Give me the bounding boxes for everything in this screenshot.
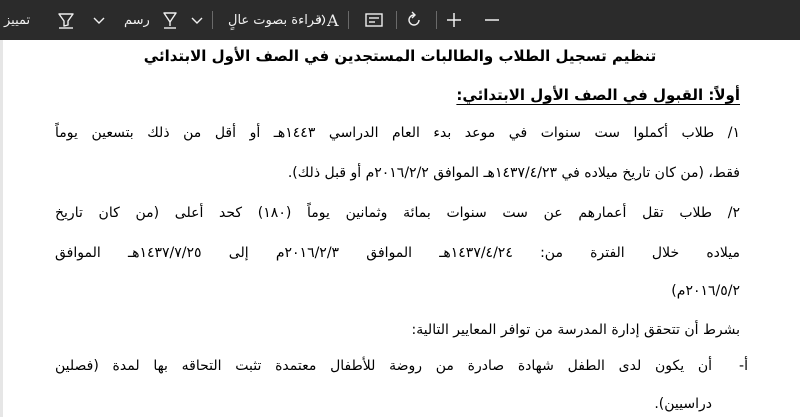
- draw-icon[interactable]: [160, 0, 180, 40]
- zoom-out-icon[interactable]: [482, 0, 502, 40]
- highlight-button[interactable]: [4, 0, 30, 40]
- read-aloud-icon[interactable]: [316, 0, 339, 40]
- paragraph-2-line-1: ٢/ طلاب تقل أعمارهم عن ست سنوات بمائة وثمانين يوماً (١٨٠) كحد أعلى (من كان تاريخ: [55, 205, 741, 221]
- criterion-a-line-1: أن يكون لدى الطفل شهادة صادرة من روضة للأطفال معتمدة تثبت التحاقه بها لمدة (فصلين: [55, 358, 712, 374]
- toolbar-separator: [436, 11, 437, 29]
- read-aloud-label: قراءة بصوت عالٍ: [228, 12, 322, 28]
- page-edge: [0, 40, 3, 417]
- criterion-a-marker: أ-: [739, 358, 748, 374]
- draw-button[interactable]: [124, 0, 150, 40]
- chevron-down-icon[interactable]: [190, 0, 204, 40]
- chevron-down-icon[interactable]: [92, 0, 106, 40]
- rotate-icon[interactable]: [404, 0, 424, 40]
- section-heading: [55, 86, 740, 104]
- pdf-page: [0, 40, 800, 417]
- zoom-in-icon[interactable]: [444, 0, 464, 40]
- read-aloud-glyph: A: [327, 10, 339, 30]
- highlight-icon[interactable]: [56, 0, 76, 40]
- toolbar-separator: [396, 11, 397, 29]
- toolbar-separator: [212, 11, 213, 29]
- condition-intro: بشرط أن تتحقق إدارة المدرسة من توافر المعايير التالية:: [411, 322, 740, 338]
- paragraph-1-line-1: ١/ طلاب أكملوا ست سنوات في موعد بدء العام الدراسي ١٤٤٣هـ أو أقل من ذلك بتسعين يوماً: [55, 125, 740, 141]
- paragraph-1-line-2: فقط، (من كان تاريخ ميلاده في ١٤٣٧/٤/٢٣هـ الموافق ٢٠١٦/٢/٢م أو قبل ذلك).: [287, 165, 740, 181]
- read-aloud-button[interactable]: [228, 0, 321, 40]
- pdf-toolbar: [0, 0, 800, 40]
- paragraph-2-line-2: ميلاده خلال الفترة من: ١٤٣٧/٤/٢٤هـ الموافق ٢٠١٦/٢/٣م إلى ١٤٣٧/٧/٢٥هـ الموافق: [55, 245, 740, 261]
- paragraph-2-line-3: ٢٠١٦/٥/٢م): [671, 283, 740, 299]
- highlight-label: تمييز: [4, 12, 31, 28]
- document-title: تنظيم تسجيل الطلاب والطالبات المستجدين في الصف الأول الابتدائي: [143, 47, 657, 65]
- section-heading-text: أولاً: القبول في الصف الأول الابتدائي:: [456, 86, 740, 104]
- criterion-a-line-2: دراسيين).: [654, 396, 712, 412]
- draw-label: رسم: [124, 12, 150, 28]
- text-box-icon[interactable]: [364, 0, 384, 40]
- toolbar-separator: [348, 11, 349, 29]
